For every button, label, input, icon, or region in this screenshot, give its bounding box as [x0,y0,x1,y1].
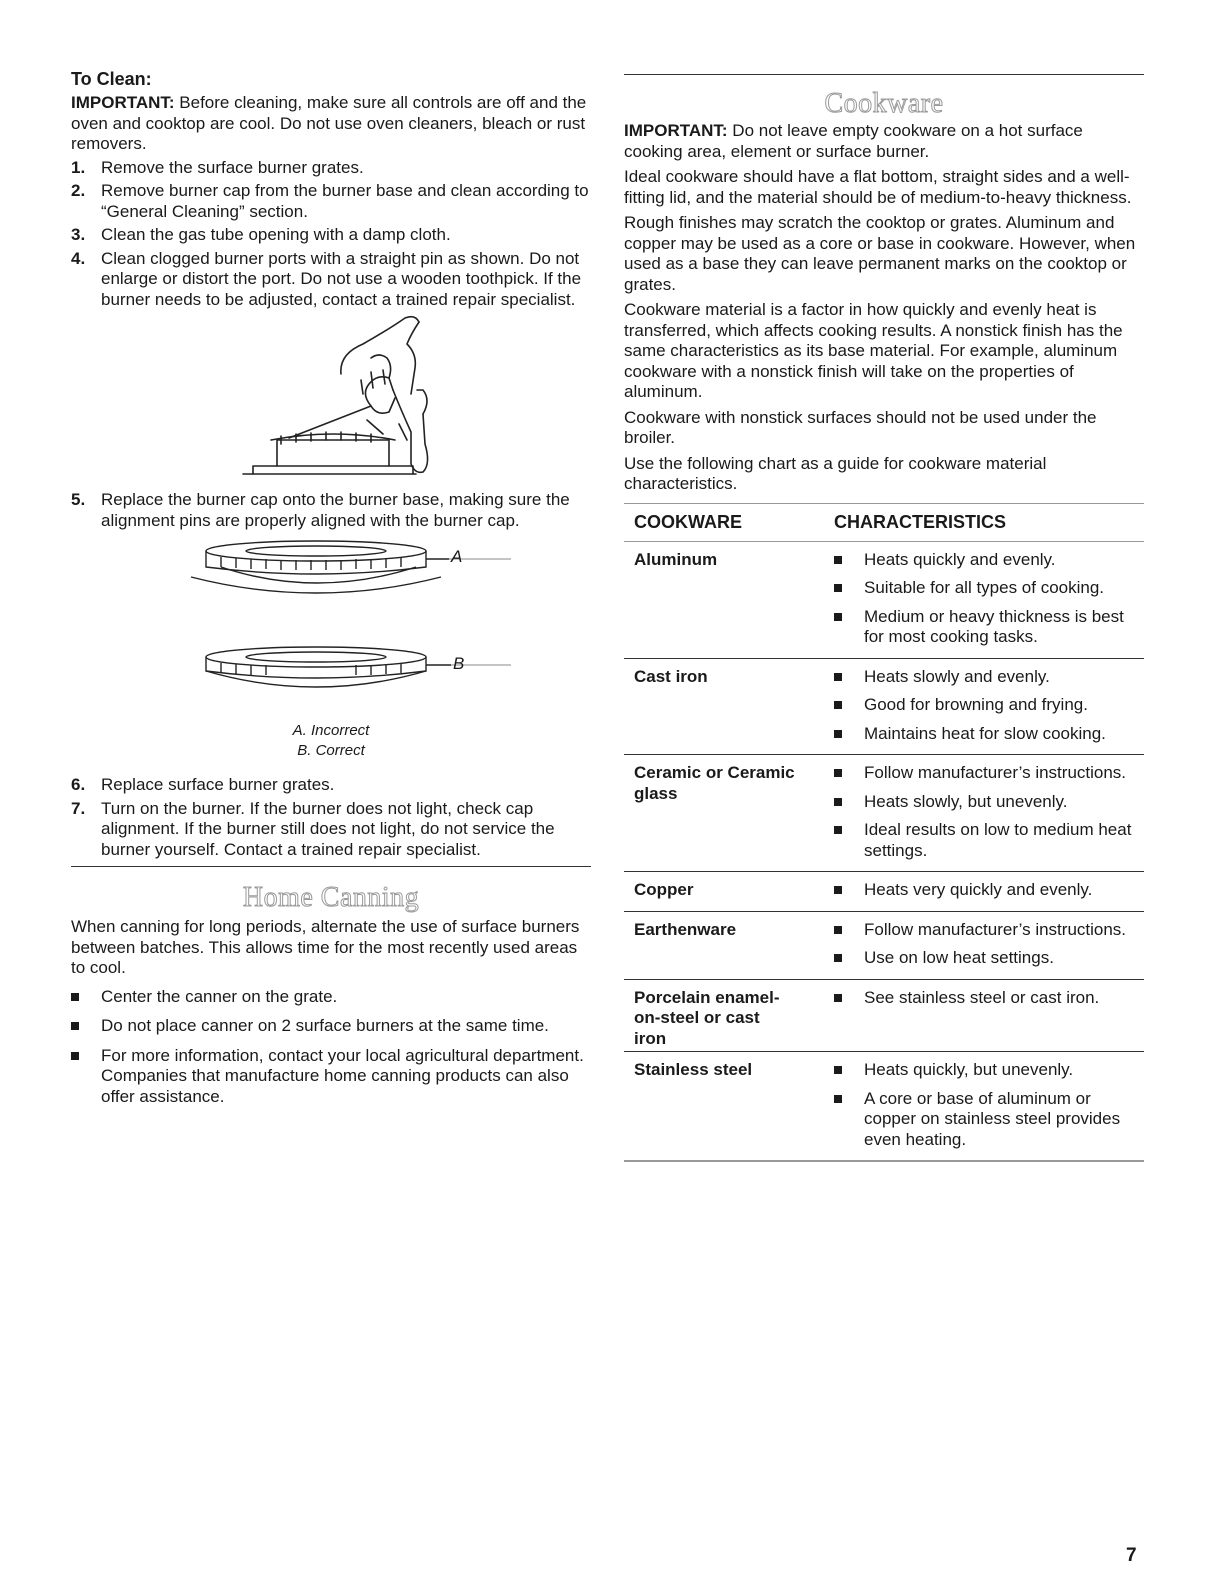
step-item [71,249,591,311]
material-cell: Earthenware [624,911,824,979]
cookware-paragraph: Rough finishes may scratch the cooktop or grates. Aluminum and copper may be used as a core or base in cookware. However, when used as a base they can leave permanent marks on the cooktop or grates. [624,213,1136,294]
characteristics-cell [824,541,1144,658]
important-label: IMPORTANT: [71,93,175,112]
material-cell: Cast iron [624,658,824,755]
bullet-square-icon [834,701,842,709]
bullet-item [834,1089,1144,1151]
bullet-square-icon [834,926,842,934]
clean-steps-1-4 [71,158,591,311]
bullet-item [71,1016,591,1037]
step-text: Clean the gas tube opening with a damp cloth. [101,225,451,244]
page-number: 7 [1126,1545,1137,1566]
bullet-text: Follow manufacturer’s instructions. [864,763,1127,782]
step-number: 1. [71,157,86,177]
table-row [624,1052,1144,1162]
bullet-square-icon [834,613,842,621]
label-b: B [453,654,465,673]
bullet-text: Follow manufacturer’s instructions. [864,919,1127,939]
important-text: Do not leave empty cookware on a hot surface cooking area, element or surface burner. [624,121,1083,161]
bullet-item [834,920,1144,941]
bullet-text: Heats slowly and evenly. [864,666,1050,686]
bullet-square-icon [834,769,842,777]
step-text: Replace the burner cap onto the burner base, making sure the alignment pins are properly aligned with the burner cap. [101,490,570,530]
burner-cap-alignment-illustration [71,537,591,727]
step-text: Remove the surface burner grates. [101,157,364,177]
bullet-item [834,948,1144,969]
table-row [624,872,1144,912]
cookware-paragraph: Cookware with nonstick surfaces should not be used under the broiler. [624,407,1097,447]
to-clean-heading: To Clean: [71,69,152,89]
step-item [71,775,591,796]
bullet-square-icon [834,1095,842,1103]
bullet-item [834,578,1144,599]
bullet-square-icon [834,556,842,564]
bullet-text: Heats very quickly and evenly. [864,880,1093,899]
step-item [71,490,591,531]
pin-cleaning-illustration [71,314,591,484]
section-divider [624,74,1144,75]
bullet-square-icon [834,826,842,834]
bullet-item [834,724,1144,745]
bullet-text: Do not place canner on 2 surface burners at the same time. [101,1016,549,1035]
bullet-text: See stainless steel or cast iron. [864,987,1100,1007]
bullet-text: A core or base of aluminum or copper on stainless steel provides even heating. [864,1088,1121,1149]
bullet-item [834,607,1144,648]
bullet-text: Center the canner on the grate. [101,986,338,1006]
characteristics-cell [824,911,1144,979]
table-row [624,541,1144,658]
bullet-item [834,792,1144,813]
caption-b: B. Correct [297,742,365,759]
bullet-item [834,880,1144,901]
table-row [624,911,1144,979]
right-column [624,74,1144,1162]
cookware-paragraph: Cookware material is a factor in how quickly and evenly heat is transferred, which affects cooking results. A nonstick finish has the same characteristics as its base material. For example, aluminum cookware with a nonstick finish will take on the properties of aluminum. [624,300,1123,401]
table-header-row [624,503,1144,541]
bullet-square-icon [834,798,842,806]
step-text: Replace surface burner grates. [101,775,335,794]
step-item [71,181,591,222]
step-number: 7. [71,798,86,818]
clean-important [71,93,591,155]
bullet-square-icon [834,1066,842,1074]
characteristics-cell [824,1052,1144,1162]
bullet-square-icon [834,954,842,962]
step-number: 6. [71,775,86,794]
cookware-paragraph: Use the following chart as a guide for cookware material characteristics. [624,453,1047,493]
cookware-important [624,121,1144,162]
bullet-text: Heats slowly, but unevenly. [864,791,1068,811]
bullet-item [834,695,1144,716]
material-cell: Ceramic or Ceramic glass [624,755,824,872]
bullet-item [71,987,591,1008]
bullet-square-icon [71,993,79,1001]
cookware-title: Cookware [824,88,944,119]
header-cookware: COOKWARE [624,503,824,541]
bullet-text: Heats quickly and evenly. [864,549,1056,569]
material-cell: Stainless steel [624,1052,824,1162]
bullet-text: Heats quickly, but unevenly. [864,1060,1074,1079]
bullet-text: Suitable for all types of cooking. [864,578,1105,597]
home-canning-title: Home Canning [242,882,420,913]
bullet-item [834,667,1144,688]
burner-caps-drawing [71,537,591,727]
bullet-square-icon [834,886,842,894]
step-text: Clean clogged burner ports with a straight pin as shown. Do not enlarge or distort the port. Do not use a wooden toothpick. If the burner needs to be adjusted, contact a trained repair specialist. [101,248,582,309]
section-divider [71,866,591,867]
bullet-item [834,820,1144,861]
bullet-square-icon [71,1022,79,1030]
step-number: 5. [71,490,86,509]
characteristics-cell [824,979,1144,1052]
step-number: 3. [71,225,86,244]
table-row [624,979,1144,1052]
bullet-text: Ideal results on low to medium heat settings. [864,820,1132,860]
label-a: A [451,547,463,566]
bullet-text: Good for browning and frying. [864,695,1088,714]
bullet-square-icon [834,673,842,681]
bullet-text: Maintains heat for slow cooking. [864,723,1106,743]
characteristics-cell [824,658,1144,755]
bullet-square-icon [71,1052,79,1060]
material-cell: Aluminum [624,541,824,658]
cookware-table [624,503,1144,1163]
bullet-item [71,1046,591,1108]
clean-steps-6-7 [71,775,591,860]
hand-with-pin-drawing [71,314,591,484]
step-number: 4. [71,248,86,268]
bullet-text: Use on low heat settings. [864,948,1054,967]
bullet-square-icon [834,730,842,738]
table-row [624,658,1144,755]
important-label: IMPORTANT: [624,121,728,140]
characteristics-cell [824,872,1144,912]
bullet-item [834,550,1144,571]
caption-a: A. Incorrect [292,722,370,739]
bullet-square-icon [834,584,842,592]
bullet-item [834,988,1144,1009]
bullet-square-icon [834,994,842,1002]
material-cell: Porcelain enamel-on-steel or cast iron [624,979,824,1052]
important-text: Before cleaning, make sure all controls are off and the oven and cooktop are cool. Do not use oven cleaners, bleach or rust removers. [71,93,587,153]
step-number: 2. [71,181,86,200]
material-cell: Copper [624,872,824,912]
header-characteristics: CHARACTERISTICS [824,503,1144,541]
cookware-paragraph: Ideal cookware should have a flat bottom, straight sides and a well-fitting lid, and the material should be of medium-to-heavy thickness. [624,167,1132,207]
home-canning-intro: When canning for long periods, alternate the use of surface burners between batches. This allows time for the most recently used areas to cool. [71,917,580,977]
bullet-item [834,1060,1144,1081]
step-text: Remove burner cap from the burner base and clean according to “General Cleaning” section. [101,181,589,221]
left-column [71,68,591,1116]
clean-step-5 [71,490,591,531]
bullet-text: For more information, contact your local agricultural department. Companies that manufacture home canning products can also offer assistance. [101,1045,584,1106]
step-item [71,225,591,246]
bullet-text: Medium or heavy thickness is best for most cooking tasks. [864,606,1124,646]
bullet-item [834,763,1144,784]
step-text: Turn on the burner. If the burner does not light, check cap alignment. If the burner still does not light, do not service the burner yourself. Contact a trained repair specialist. [101,798,555,859]
table-row [624,755,1144,872]
step-item [71,799,591,861]
home-canning-bullets [71,987,591,1108]
characteristics-cell [824,755,1144,872]
step-item [71,158,591,179]
